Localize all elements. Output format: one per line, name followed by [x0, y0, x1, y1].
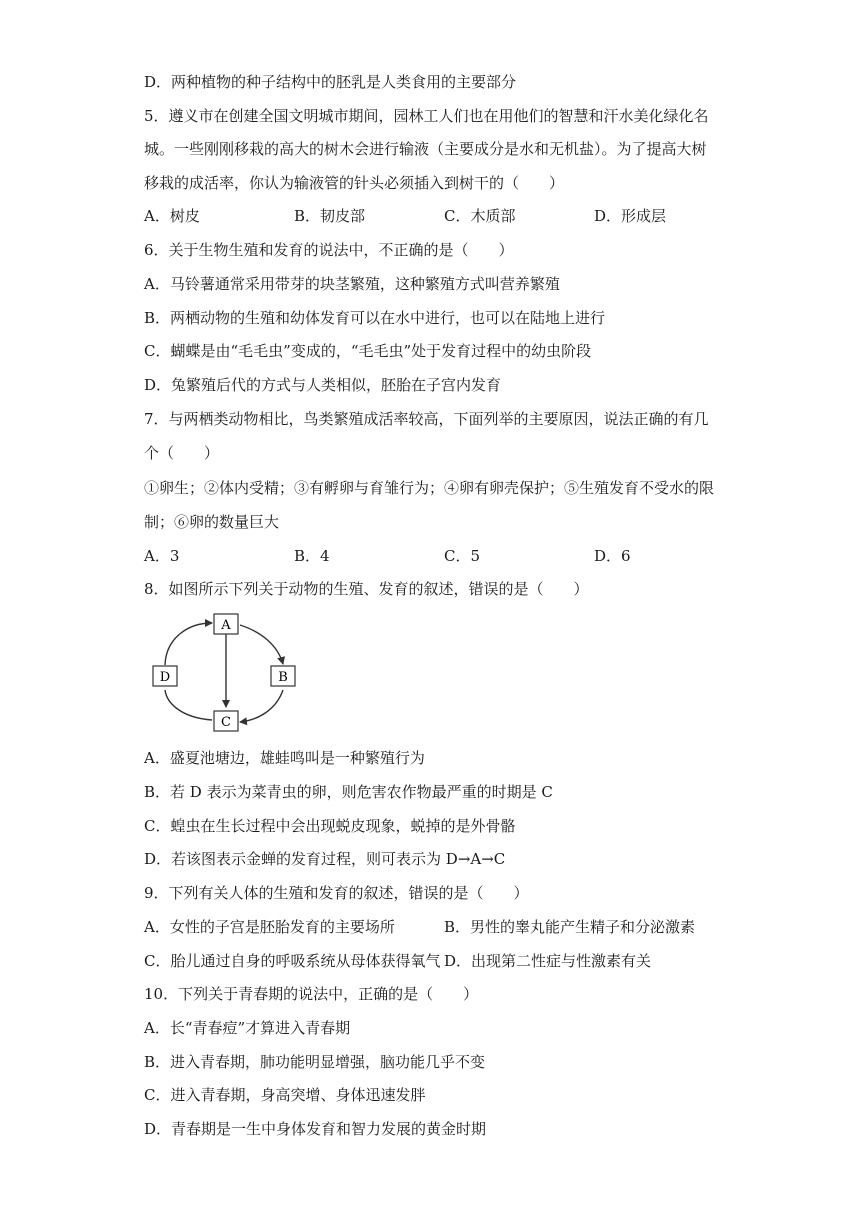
q5-stem-line3: 移栽的成活率，你认为输液管的针头必须插入到树干的（ ） — [144, 174, 565, 192]
node-b-label: B — [278, 670, 288, 685]
q8-option-b: B．若 D 表示为菜青虫的卵，则危害农作物最严重的时期是 C — [144, 783, 553, 801]
q9-option-b: B．男性的睾丸能产生精子和分泌激素 — [444, 918, 696, 936]
q7-option-b: B．4 — [294, 547, 330, 565]
q5-stem-line1: 5．遵义市在创建全国文明城市期间，园林工人们也在用他们的智慧和汗水美化绿化名 — [144, 107, 709, 125]
q9-option-a: A．女性的子宫是胚胎发育的主要场所 — [144, 918, 395, 936]
q6-option-c: C．蝴蝶是由“毛毛虫”变成的，“毛毛虫”处于发育过程中的幼虫阶段 — [144, 342, 592, 360]
q7-option-a: A．3 — [144, 547, 180, 565]
q10-option-b: B．进入青春期，肺功能明显增强，脑功能几乎不变 — [144, 1053, 486, 1071]
lifecycle-diagram — [144, 610, 314, 740]
arrow-a-to-b — [240, 625, 283, 664]
node-c-label: C — [221, 715, 231, 730]
q7-list-line1: ①卵生；②体内受精；③有孵卵与育雏行为；④卵有卵壳保护；⑤生殖发育不受水的限 — [144, 479, 715, 497]
q5-option-c: C．木质部 — [444, 207, 516, 225]
q10-option-d: D．青春期是一生中身体发育和智力发展的黄金时期 — [144, 1120, 487, 1138]
q6-option-b: B．两栖动物的生殖和幼体发育可以在水中进行，也可以在陆地上进行 — [144, 309, 606, 327]
q6-option-a: A．马铃薯通常采用带芽的块茎繁殖，这种繁殖方式叫营养繁殖 — [144, 275, 560, 293]
q6-option-d: D．兔繁殖后代的方式与人类相似，胚胎在子宫内发育 — [144, 376, 502, 394]
q9-option-d: D．出现第二性症与性激素有关 — [444, 952, 652, 970]
q7-list-line2: 制；⑥卵的数量巨大 — [144, 513, 280, 531]
q6-stem: 6．关于生物生殖和发育的说法中，不正确的是（ ） — [144, 241, 514, 259]
q7-stem-line2: 个（ ） — [144, 444, 220, 462]
arc-c-to-d — [165, 690, 212, 720]
q8-option-d: D．若该图表示金蝉的发育过程，则可表示为 D→A→C — [144, 850, 506, 868]
q9-stem: 9．下列有关人体的生殖和发育的叙述，错误的是（ ） — [144, 884, 529, 902]
q5-option-b: B．韧皮部 — [294, 207, 366, 225]
q8-option-c: C．蝗虫在生长过程中会出现蜕皮现象，蜕掉的是外骨骼 — [144, 817, 516, 835]
q7-option-d: D．6 — [594, 547, 631, 565]
q8-stem: 8．如图所示下列关于动物的生殖、发育的叙述，错误的是（ ） — [144, 580, 589, 598]
q9-option-c: C．胎儿通过自身的呼吸系统从母体获得氧气 — [144, 952, 441, 970]
q5-option-d: D．形成层 — [594, 207, 667, 225]
q5-option-a: A．树皮 — [144, 207, 200, 225]
q5-stem-line2: 城。一些刚刚移栽的高大的树木会进行输液（主要成分是水和无机盐）。为了提高大树 — [144, 140, 707, 158]
q7-option-c: C．5 — [444, 547, 481, 565]
node-d-label: D — [159, 670, 171, 685]
q8-option-a: A．盛夏池塘边，雄蛙鸣叫是一种繁殖行为 — [144, 749, 425, 767]
q10-stem: 10．下列关于青春期的说法中，正确的是（ ） — [144, 985, 479, 1003]
q7-stem-line1: 7．与两栖类动物相比，鸟类繁殖成活率较高，下面列举的主要原因，说法正确的有几 — [144, 410, 709, 428]
arrow-b-to-c — [240, 690, 283, 722]
q10-option-c: C．进入青春期，身高突增、身体迅速发胖 — [144, 1086, 426, 1104]
q10-option-a: A．长“青春痘”才算进入青春期 — [144, 1019, 351, 1037]
q4-option-d: D．两种植物的种子结构中的胚乳是人类食用的主要部分 — [144, 73, 517, 91]
arrow-d-to-a — [165, 623, 212, 665]
node-a-label: A — [221, 618, 231, 633]
